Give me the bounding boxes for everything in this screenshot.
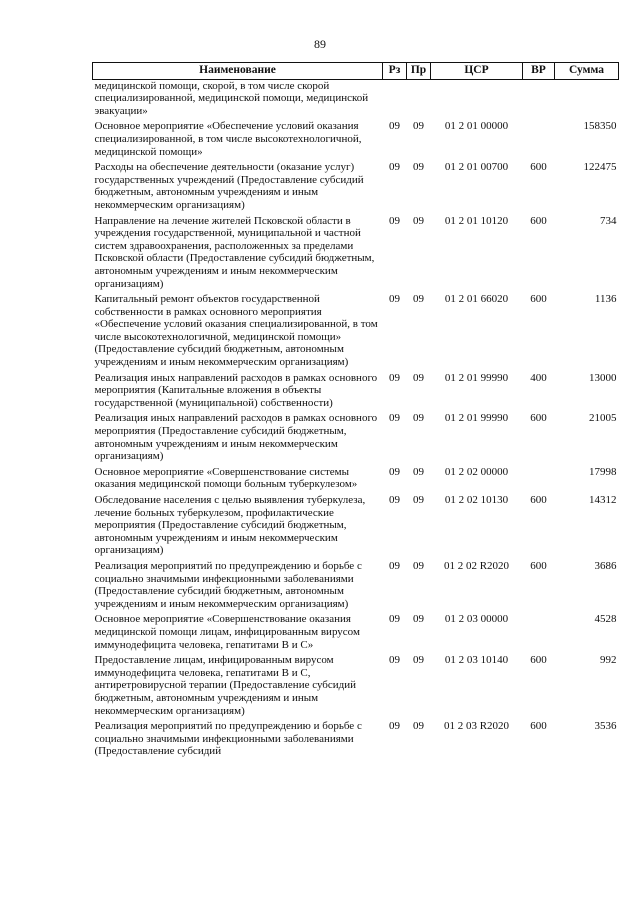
cell-sum: 734 bbox=[600, 214, 617, 227]
header-rz: Рз bbox=[383, 63, 407, 80]
cell-name: Основное мероприятие «Совершенствование системы оказания медицинской помощи больным туберкулезом» bbox=[94, 465, 358, 491]
cell-csr: 01 2 03 00000 bbox=[444, 613, 509, 626]
cell-name: Расходы на обеспечение деятельности (оказание услуг) государственных учреждений (Предоставление субсидий бюджетным, автономным учреждениям и иным некоммерческим организациям) bbox=[94, 161, 364, 211]
cell-vr: 600 bbox=[530, 494, 547, 506]
table-row bbox=[93, 412, 619, 465]
cell-pr: 09 bbox=[413, 613, 424, 626]
header-pr: Пр bbox=[407, 63, 431, 80]
table-row bbox=[93, 215, 619, 294]
cell-vr: 600 bbox=[530, 559, 547, 572]
cell-rz: 09 bbox=[389, 559, 400, 572]
cell-vr bbox=[523, 120, 555, 161]
cell-vr: 600 bbox=[530, 161, 547, 174]
cell-rz: 09 bbox=[389, 412, 400, 425]
cell-pr: 09 bbox=[413, 654, 424, 667]
table-row bbox=[93, 613, 619, 654]
cell-vr bbox=[523, 466, 555, 494]
header-name: Наименование bbox=[93, 63, 383, 80]
cell-csr: 01 2 01 99990 bbox=[444, 371, 509, 384]
cell-csr: 01 2 01 00700 bbox=[444, 161, 509, 174]
table-row bbox=[93, 466, 619, 494]
cell-pr bbox=[407, 79, 431, 120]
cell-pr: 09 bbox=[413, 214, 424, 227]
cell-csr: 01 2 01 66020 bbox=[444, 293, 509, 306]
cell-rz: 09 bbox=[389, 613, 400, 626]
cell-sum: 4528 bbox=[594, 613, 617, 626]
cell-rz: 09 bbox=[389, 371, 400, 384]
cell-pr: 09 bbox=[413, 371, 424, 384]
cell-vr: 600 bbox=[530, 654, 547, 667]
table-row bbox=[93, 372, 619, 413]
table-row bbox=[93, 494, 619, 560]
cell-sum: 17998 bbox=[589, 465, 617, 478]
table-row bbox=[93, 560, 619, 613]
table-row bbox=[93, 79, 619, 120]
cell-sum: 3686 bbox=[594, 559, 617, 572]
cell-sum: 158350 bbox=[583, 120, 617, 133]
cell-pr: 09 bbox=[413, 559, 424, 572]
header-sum: Сумма bbox=[555, 63, 619, 80]
table-row bbox=[93, 120, 619, 161]
cell-rz: 09 bbox=[389, 120, 400, 133]
cell-rz: 09 bbox=[389, 720, 400, 733]
cell-csr: 01 2 01 99990 bbox=[444, 412, 509, 425]
cell-csr: 01 2 01 00000 bbox=[444, 120, 509, 133]
cell-sum: 122475 bbox=[583, 161, 617, 174]
cell-name: Основное мероприятие «Совершенствование оказания медицинской помощи лицам, инфицированным вирусом иммунодефицита человека, гепатитами В и С» bbox=[94, 613, 360, 651]
page-number: 89 bbox=[314, 37, 326, 51]
cell-name: Капитальный ремонт объектов государственной собственности в рамках основного мероприятия «Обеспечение условий оказания специализированной, в том числе высокотехнологичной, медицинской помощи» (Предоставление субсидий бюджетным, автономным учреждениям и иным некоммерческим организациям) bbox=[94, 293, 378, 369]
cell-sum: 1136 bbox=[594, 293, 617, 306]
cell-pr: 09 bbox=[413, 293, 424, 306]
cell-vr: 400 bbox=[530, 371, 547, 384]
cell-pr: 09 bbox=[413, 720, 424, 733]
table-row bbox=[93, 720, 619, 761]
cell-vr: 600 bbox=[530, 214, 547, 227]
cell-rz: 09 bbox=[389, 214, 400, 227]
cell-csr: 01 2 01 10120 bbox=[444, 214, 509, 227]
cell-rz bbox=[383, 79, 407, 120]
cell-csr: 01 2 03 R2020 bbox=[443, 720, 510, 733]
cell-name: Направление на лечение жителей Псковской области в учреждения государственной, муниципальной и частной систем здравоохранения, расположенных за пределами Псковской области (Предоставление субсидий бюджетным, автономным учреждениям и иным некоммерческим организациям) bbox=[94, 214, 375, 290]
cell-sum: 13000 bbox=[589, 371, 617, 384]
cell-rz: 09 bbox=[389, 161, 400, 174]
cell-sum: 3536 bbox=[594, 720, 617, 733]
header-vr: ВР bbox=[523, 63, 555, 80]
cell-name: Реализация мероприятий по предупреждению и борьбе с социально значимыми инфекционными заболеваниями (Предоставление субсидий бюджетным, автономным учреждениям и иным некоммерческим организациям) bbox=[94, 559, 362, 610]
cell-pr: 09 bbox=[413, 412, 424, 425]
cell-sum: 14312 bbox=[589, 494, 617, 506]
cell-name: Реализация иных направлений расходов в рамках основного мероприятия (Капитальные вложения в объекты государственной (муниципальной) собственности) bbox=[94, 371, 378, 409]
cell-name: Предоставление лицам, инфицированным вирусом иммунодефицита человека, гепатитами В и С, антиретровирусной терапии (Предоставление субсидий бюджетным, автономным учреждениям и иным некоммерческим организациям) bbox=[94, 654, 357, 717]
table-row bbox=[93, 161, 619, 214]
cell-name: Основное мероприятие «Обеспечение условий оказания специализированной, в том числе высокотехнологичной, медицинской помощи» bbox=[94, 120, 362, 158]
budget-table bbox=[92, 62, 619, 761]
cell-csr bbox=[431, 79, 523, 120]
cell-csr: 01 2 02 10130 bbox=[444, 494, 509, 506]
cell-rz: 09 bbox=[389, 654, 400, 667]
cell-sum: 21005 bbox=[589, 412, 617, 425]
cell-vr: 600 bbox=[530, 412, 547, 425]
cell-rz: 09 bbox=[389, 293, 400, 306]
cell-vr: 600 bbox=[530, 720, 547, 733]
cell-sum: 992 bbox=[600, 654, 617, 667]
cell-name: Реализация мероприятий по предупреждению и борьбе с социально значимыми инфекционными заболеваниями (Предоставление субсидий bbox=[94, 720, 362, 758]
cell-csr: 01 2 02 R2020 bbox=[443, 559, 510, 572]
cell-pr: 09 bbox=[413, 494, 424, 506]
table-row bbox=[93, 293, 619, 372]
cell-sum bbox=[555, 79, 619, 120]
cell-pr: 09 bbox=[413, 120, 424, 133]
cell-pr: 09 bbox=[413, 161, 424, 174]
cell-csr: 01 2 03 10140 bbox=[444, 654, 509, 667]
cell-rz: 09 bbox=[389, 494, 400, 506]
table-row bbox=[93, 654, 619, 720]
cell-csr: 01 2 02 00000 bbox=[444, 465, 509, 478]
cell-vr bbox=[523, 613, 555, 654]
header-csr: ЦСР bbox=[431, 63, 523, 80]
cell-name: Обследование населения с целью выявления туберкулеза, лечение больных туберкулезом, профилактические мероприятия (Предоставление субсидий бюджетным, автономным учреждениям и иным некоммерческим организациям) bbox=[94, 494, 366, 557]
cell-vr bbox=[523, 79, 555, 120]
table-header-row bbox=[93, 63, 619, 80]
cell-pr: 09 bbox=[413, 465, 424, 478]
cell-rz: 09 bbox=[389, 465, 400, 478]
cell-vr: 600 bbox=[530, 293, 547, 306]
cell-name: медицинской помощи, скорой, в том числе скорой специализированной, медицинской помощи, медицинской эвакуации» bbox=[94, 79, 369, 117]
cell-name: Реализация иных направлений расходов в рамках основного мероприятия (Предоставление субсидий бюджетным, автономным учреждениям и иным некоммерческим организациям) bbox=[94, 412, 378, 463]
